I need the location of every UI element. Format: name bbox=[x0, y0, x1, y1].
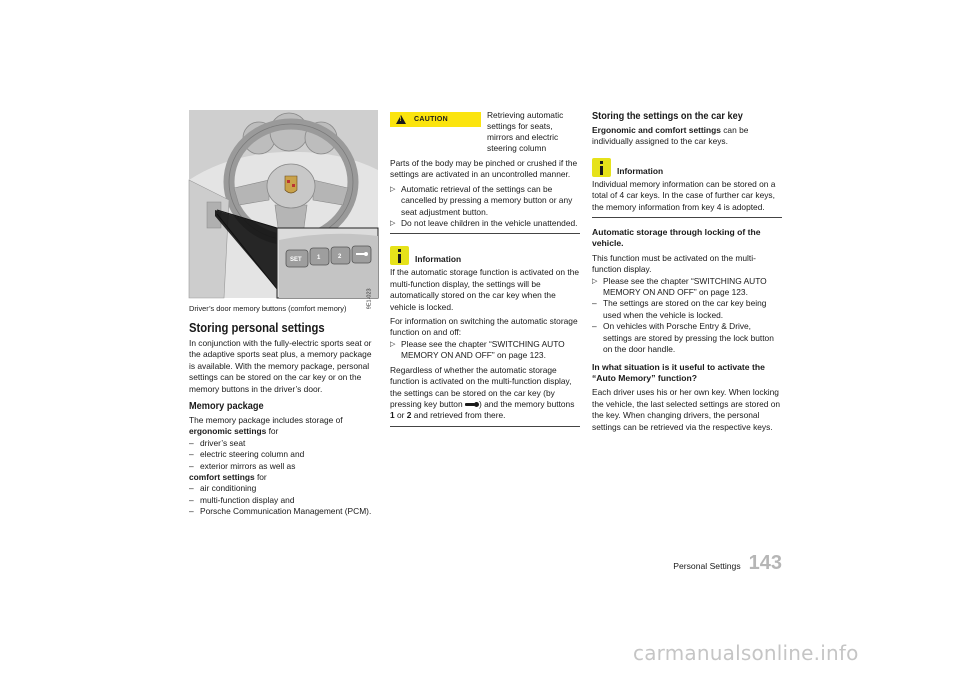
section-title: Personal Settings bbox=[673, 561, 741, 571]
ergonomic-list bbox=[189, 438, 378, 472]
caution-label: CAUTION bbox=[414, 115, 448, 123]
svg-text:1: 1 bbox=[317, 255, 321, 261]
steering-wheel-drawing bbox=[189, 110, 378, 298]
caution-text: Parts of the body may be pinched or crushed if the settings are activated in an uncontrolled manner. bbox=[390, 158, 578, 180]
ergonomic-settings-line: ergonomic settings for bbox=[189, 426, 279, 437]
information-icon bbox=[592, 158, 611, 177]
list-item: – On vehicles with Porsche Entry & Drive, settings are stored by pressing the lock button on the door handle. bbox=[592, 321, 774, 355]
heading-storing-on-car-key: Storing the settings on the car key bbox=[592, 111, 743, 122]
heading-auto-memory-question: In what situation is it useful to activate the “Auto Memory” function? bbox=[592, 361, 765, 383]
set-button-label: SET bbox=[290, 257, 302, 263]
info-paragraph-2: For information on switching the automatic storage function on and off: bbox=[390, 316, 578, 338]
info-list bbox=[390, 339, 580, 362]
list-item: – exterior mirrors as well as bbox=[189, 460, 296, 471]
comfort-list bbox=[189, 483, 378, 517]
memory-package-intro: The memory package includes storage of bbox=[189, 415, 343, 426]
caution-list bbox=[390, 184, 580, 230]
heading-automatic-storage: Automatic storage through locking of the vehicle. bbox=[592, 227, 761, 249]
car-key-intro: Ergonomic and comfort settings can be individually assigned to the car keys. bbox=[592, 125, 749, 147]
automatic-storage-text: This function must be activated on the multi-function display. bbox=[592, 252, 756, 275]
divider bbox=[390, 233, 580, 234]
auto-memory-answer: Each driver uses his or her own key. When locking the vehicle, the last selected settings are stored on the key. When changing drivers, the personal settings can be retrieved via the respective keys. bbox=[592, 387, 781, 432]
information-icon bbox=[390, 246, 409, 265]
arrow-icon: ▷ bbox=[390, 340, 396, 348]
list-item: – multi-function display and bbox=[189, 494, 295, 505]
car-key-icon bbox=[465, 402, 479, 408]
figure-caption: Driver’s door memory buttons (comfort memory) bbox=[189, 304, 347, 313]
list-item: – electric steering column and bbox=[189, 449, 305, 460]
list-item: – air conditioning bbox=[189, 483, 257, 494]
warning-triangle-icon bbox=[396, 115, 406, 124]
automatic-storage-list bbox=[592, 276, 782, 356]
caution-badge bbox=[390, 112, 481, 127]
list-item: ▷ Please see the chapter “SWITCHING AUTO MEMORY ON AND OFF” on page 123. bbox=[390, 338, 565, 361]
page-number: 143 bbox=[748, 552, 782, 574]
watermark: carmanualsonline.info bbox=[633, 641, 859, 665]
list-item: ▷ Do not leave children in the vehicle unattended. bbox=[390, 218, 578, 229]
figure-code: 9E1-023 bbox=[366, 288, 373, 309]
heading-memory-package: Memory package bbox=[189, 401, 264, 413]
column-left bbox=[189, 110, 378, 518]
arrow-icon: ▷ bbox=[592, 277, 598, 285]
list-item: ▷ Automatic retrieval of the settings can be cancelled by pressing a memory button or any seat adjustment button. bbox=[390, 183, 573, 217]
svg-text:2: 2 bbox=[338, 254, 342, 260]
caution-subject: Retrieving automatic settings for seats, mirrors and electric steering column bbox=[487, 110, 564, 153]
divider bbox=[592, 217, 782, 218]
arrow-icon: ▷ bbox=[390, 185, 396, 193]
intro-paragraph: In conjunction with the fully-electric sports seat or the adaptive sports seat plus, a memory package is available. With the memory package, personal settings can be stored on the car key or on the memory buttons in the driver’s door. bbox=[189, 338, 372, 394]
list-item: – The settings are stored on the car key being used when the vehicle is locked. bbox=[592, 298, 767, 320]
divider bbox=[390, 426, 580, 427]
list-item: – driver’s seat bbox=[189, 437, 246, 448]
column-middle bbox=[390, 110, 580, 427]
comfort-settings-line: comfort settings for bbox=[189, 472, 267, 483]
information-header: Information bbox=[390, 246, 580, 265]
list-item: ▷ Please see the chapter “SWITCHING AUTO MEMORY ON AND OFF” on page 123. bbox=[592, 275, 767, 298]
arrow-icon: ▷ bbox=[390, 220, 396, 228]
column-right bbox=[592, 110, 782, 436]
heading-storing-personal-settings: Storing personal settings bbox=[189, 321, 325, 335]
caution-block bbox=[390, 110, 580, 156]
page-footer bbox=[620, 553, 782, 573]
information-header: Information bbox=[592, 158, 782, 177]
info-text: Individual memory information can be stored on a total of 4 car keys. In the case of further car keys, the memory information from key 4 is adopted. bbox=[592, 178, 776, 212]
list-item: – Porsche Communication Management (PCM). bbox=[189, 506, 372, 517]
info-paragraph-1: If the automatic storage function is activated on the multi-function display, the settings will be automatically stored on the car key when the vehicle is locked. bbox=[390, 267, 580, 312]
info-paragraph-3: Regardless of whether the automatic storage function is activated on the multi-function display, the settings can be stored on the car key (by pressing key button ) and the memory buttons 1 or 2 and retrieved from there. bbox=[390, 364, 575, 421]
